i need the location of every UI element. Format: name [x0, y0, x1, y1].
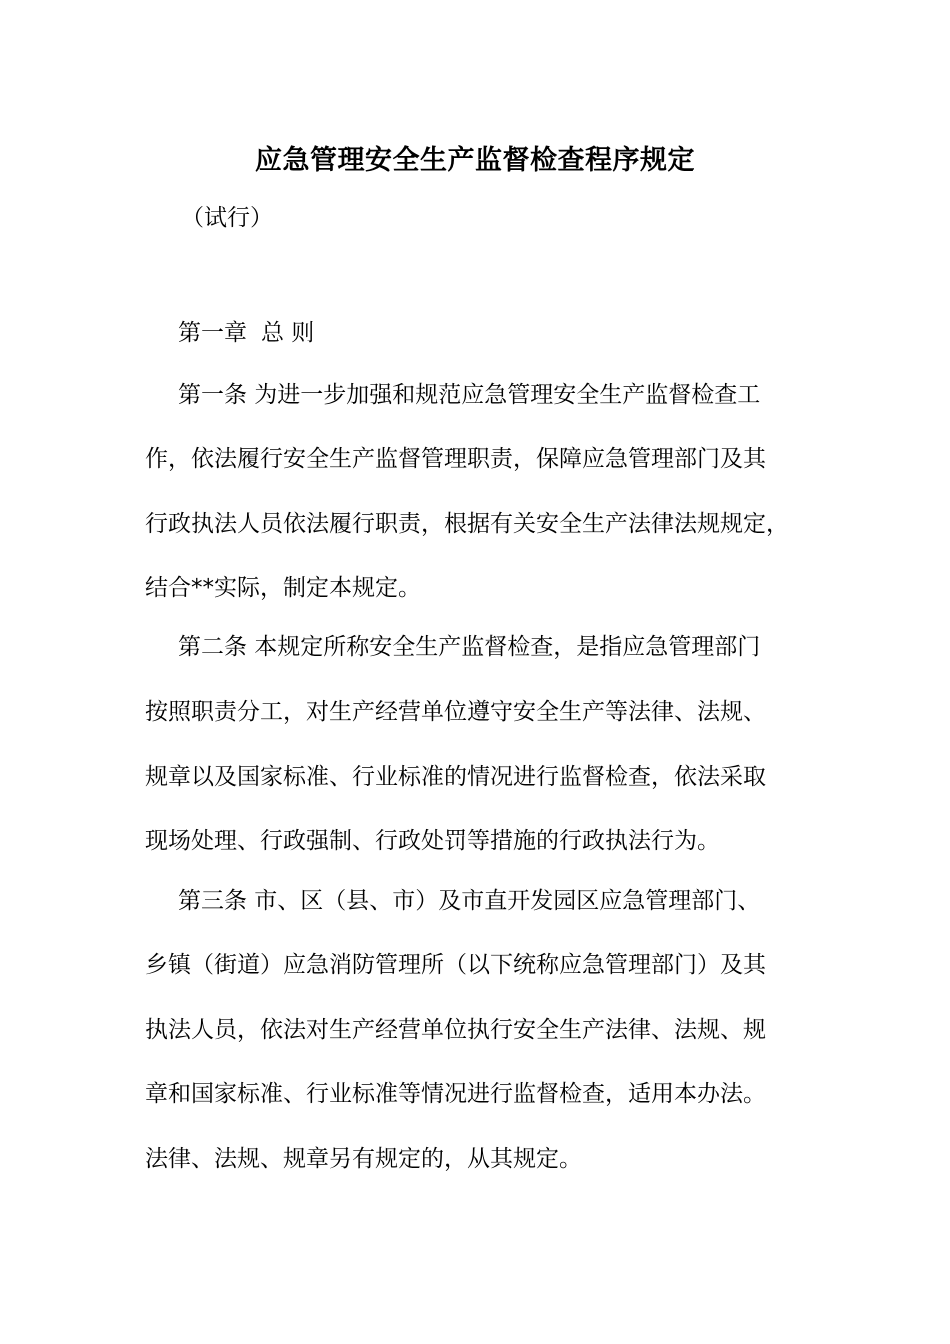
chapter-number: 第一章 — [178, 320, 247, 346]
article-3-line-2: 乡镇（街道）应急消防管理所（以下统称应急管理部门）及其 — [145, 952, 766, 978]
article-1-line-1: 第一条 为进一步加强和规范应急管理安全生产监督检查工 — [178, 382, 761, 408]
article-2-line-1: 第二条 本规定所称安全生产监督检查，是指应急管理部门 — [178, 634, 761, 660]
article-3-line-4: 章和国家标准、行业标准等情况进行监督检查，适用本办法。 — [145, 1081, 766, 1107]
article-3-line-1: 第三条 市、区（县、市）及市直开发园区应急管理部门、 — [178, 888, 761, 914]
document-subtitle: （试行） — [181, 205, 273, 231]
article-3-line-3: 执法人员，依法对生产经营单位执行安全生产法律、法规、规 — [145, 1017, 766, 1043]
article-1-line-2: 作，依法履行安全生产监督管理职责，保障应急管理部门及其 — [145, 446, 766, 472]
document-title: 应急管理安全生产监督检查程序规定 — [255, 145, 695, 176]
article-3-line-5: 法律、法规、规章另有规定的，从其规定。 — [145, 1146, 582, 1172]
article-2-line-4: 现场处理、行政强制、行政处罚等措施的行政执法行为。 — [145, 828, 720, 854]
article-2-line-2: 按照职责分工，对生产经营单位遵守安全生产等法律、法规、 — [145, 699, 766, 725]
chapter-name: 总 则 — [261, 320, 315, 346]
chapter-heading — [178, 318, 314, 348]
article-2-line-3: 规章以及国家标准、行业标准的情况进行监督检查，依法采取 — [145, 764, 766, 790]
article-1-line-4: 结合**实际，制定本规定。 — [145, 575, 421, 601]
article-1-line-3: 行政执法人员依法履行职责，根据有关安全生产法律法规规定， — [145, 511, 789, 537]
